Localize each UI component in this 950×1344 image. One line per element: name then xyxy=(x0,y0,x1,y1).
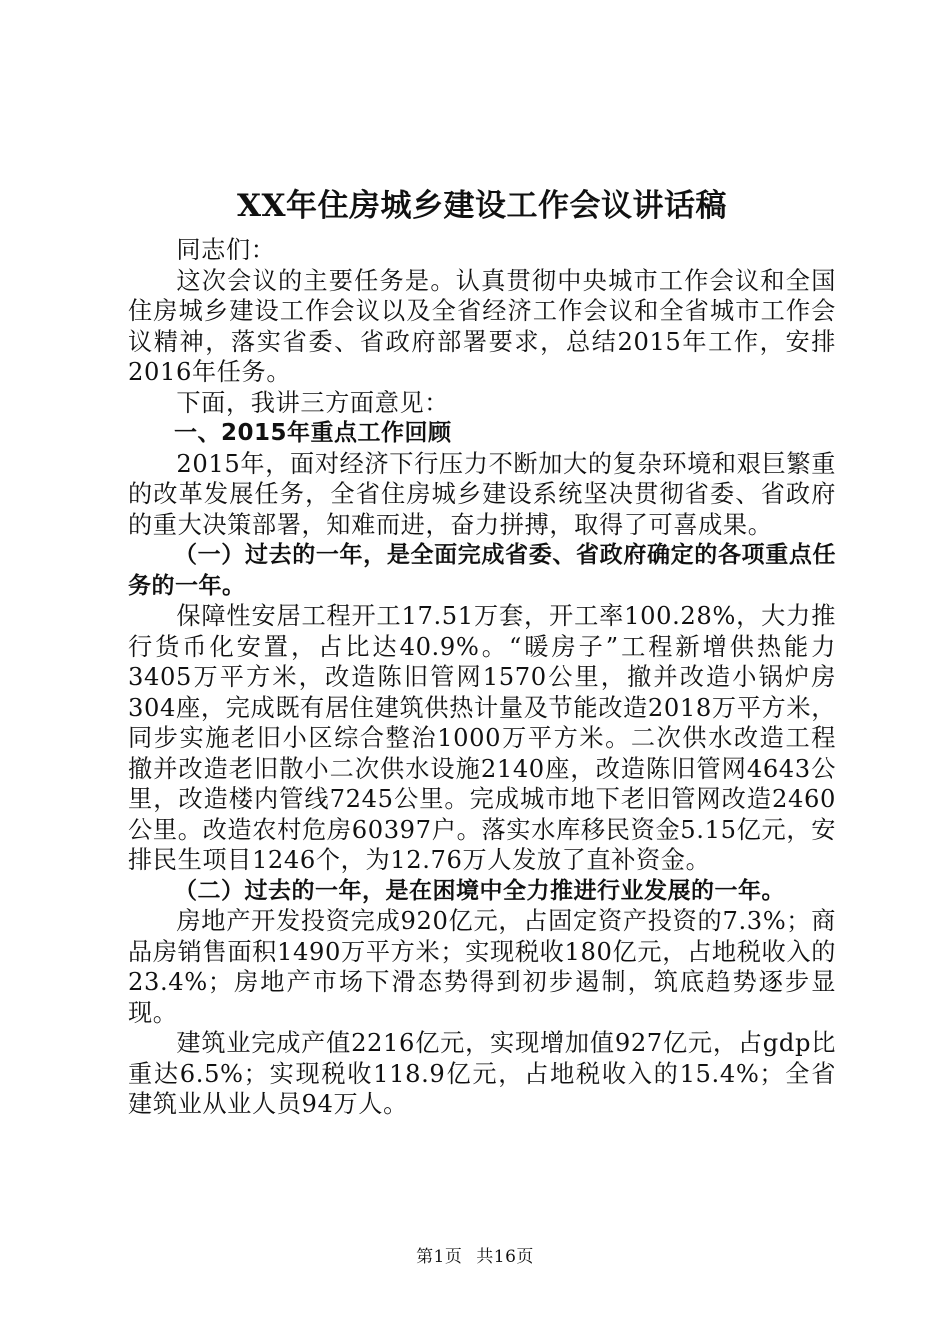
paragraph-construction: 建筑业完成产值2216亿元，实现增加值927亿元，占gdp比重达6.5%；实现税收118.9亿元，占地税收入的15.4%；全省建筑业从业人员94万人。 xyxy=(128,1029,836,1118)
paragraph-real-estate: 房地产开发投资完成920亿元，占固定资产投资的7.3%；商品房销售面积1490万平方米；实现税收180亿元，占地税收入的23.4%；房地产市场下滑态势得到初步遏制，筑底趋势逐步显现。 xyxy=(128,907,836,1027)
page-total: 共16页 xyxy=(476,1247,534,1267)
paragraph-review: 2015年，面对经济下行压力不断加大的复杂环境和艰巨繁重的改革发展任务，全省住房城乡建设系统坚决贯彻省委、省政府的重大决策部署，知难而进，奋力拼搏，取得了可喜成果。 xyxy=(128,449,836,539)
greeting: 同志们： xyxy=(176,236,276,264)
paragraph-housing-projects: 保障性安居工程开工17.51万套，开工率100.28%，大力推行货币化安置，占比达40.9%。“暖房子”工程新增供热能力3405万平方米，改造陈旧管网1570公里，撤并改造小锅炉房304座，完成既有居住建筑供热计量及节能改造2018万平方米，同步实施老旧小区综合整治1000万平方米。二次供水改造工程撤并改造老旧散小二次供水设施2140座，改造陈旧管网4643公里，改造楼内管线7245公里。完成城市地下老旧管网改造2460公里。改造农村危房60397户。落实水库移民资金5.15亿元，安排民生项目1246个，为12.76万人发放了直补资金。 xyxy=(128,602,836,874)
paragraph-outline: 下面，我讲三方面意见： xyxy=(176,388,450,417)
subsection-heading-1: （一）过去的一年，是全面完成省委、省政府确定的各项重点任务的一年。 xyxy=(128,542,836,599)
subsection-heading-2: （二）过去的一年，是在困境中全力推进行业发展的一年。 xyxy=(174,877,785,904)
paragraph-intro: 这次会议的主要任务是。认真贯彻中央城市工作会议和全国住房城乡建设工作会议以及全省经济工作会议和全省城市工作会议精神，落实省委、省政府部署要求，总结2015年工作，安排2016年任务。 xyxy=(128,266,836,386)
section-heading-1: 一、2015年重点工作回顾 xyxy=(174,420,452,446)
document-body xyxy=(128,183,836,1120)
page-number: 第1页 xyxy=(416,1247,463,1267)
document-title: XX年住房城乡建设工作会议讲话稿 xyxy=(236,188,728,224)
page-footer xyxy=(0,1242,950,1267)
